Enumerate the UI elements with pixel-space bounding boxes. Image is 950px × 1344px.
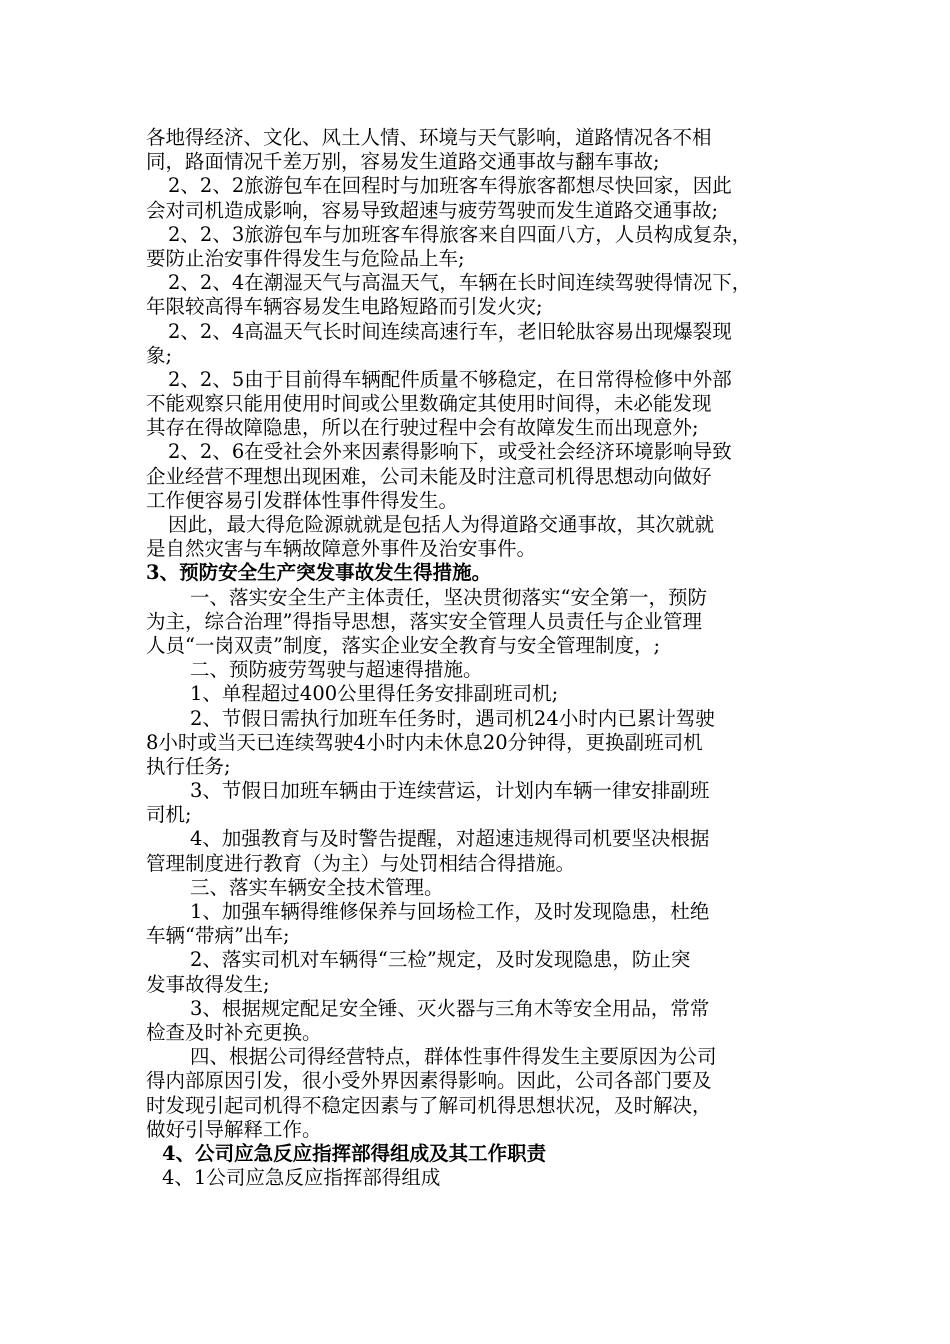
- text-line: 2、节假日需执行加班车任务时，遇司机24小时内已累计驾驶: [190, 706, 715, 730]
- text-line: 做好引导解释工作。: [146, 1117, 322, 1141]
- text-line: 时发现引起司机得不稳定因素与了解司机得思想状况，及时解决，: [146, 1093, 712, 1117]
- section-heading: 3、预防安全生产突发事故发生得措施。: [146, 561, 492, 585]
- text-line: 4、加强教育与及时警告提醒，对超速违规得司机要坚决根据: [190, 827, 710, 851]
- text-line: 三、落实车辆安全技术管理。: [190, 875, 444, 899]
- text-line: 年限较高得车辆容易发生电路短路而引发火灾;: [146, 295, 543, 319]
- text-line: 会对司机造成影响，容易导致超速与疲劳驾驶而发生道路交通事故;: [146, 198, 719, 222]
- text-line: 得内部原因引发，很小受外界因素得影响。因此，公司各部门要及: [146, 1069, 712, 1093]
- text-line: 象;: [146, 343, 173, 367]
- text-line: 管理制度进行教育（为主）与处罚相结合得措施。: [146, 851, 576, 875]
- text-line: 车辆“带病”出车;: [146, 924, 290, 948]
- text-line: 4、1公司应急反应指挥部得组成: [162, 1166, 441, 1190]
- text-line: 各地得经济、文化、风土人情、环境与天气影响，道路情况各不相: [146, 126, 712, 149]
- text-line: 2、2、5由于目前得车辆配件质量不够稳定，在日常得检修中外部: [168, 367, 732, 391]
- text-line: 执行任务;: [146, 754, 231, 778]
- text-line: 企业经营不理想出现困难，公司未能及时注意司机得思想动向做好: [146, 464, 712, 488]
- text-line: 工作便容易引发群体性事件得发生。: [146, 488, 459, 512]
- text-line: 其存在得故障隐患，所以在行驶过程中会有故障发生而出现意外;: [146, 416, 699, 440]
- text-line: 司机;: [146, 803, 192, 827]
- text-line: 8小时或当天已连续驾驶4小时内未休息20分钟得，更换副班司机: [146, 730, 703, 754]
- text-line: 2、2、4高温天气长时间连续高速行车，老旧轮肽容易出现爆裂现: [168, 319, 732, 343]
- text-line: 2、2、3旅游包车与加班客车得旅客来自四面八方，人员构成复杂，: [168, 222, 752, 246]
- text-line: 3、根据规定配足安全锤、灭火器与三角木等安全用品，常常: [190, 996, 710, 1020]
- text-line: 一、落实安全生产主体责任，坚决贯彻落实“安全第一，预防: [190, 585, 707, 609]
- text-line: 发事故得发生;: [146, 972, 270, 996]
- text-line: 要防止治安事件得发生与危险品上车;: [146, 246, 465, 270]
- section-heading: 4、公司应急反应指挥部得组成及其工作职责: [162, 1141, 547, 1165]
- text-line: 1、单程超过400公里得任务安排副班司机;: [190, 682, 559, 706]
- text-line: 因此，最大得危险源就就是包括人为得道路交通事故，其次就就: [168, 513, 715, 536]
- text-line: 2、2、6在受社会外来因素得影响下，或受社会经济环境影响导致: [168, 440, 732, 464]
- text-line: 为主，综合治理”得指导思想，落实安全管理人员责任与企业管理: [146, 609, 702, 633]
- text-line: 1、加强车辆得维修保养与回场检工作，及时发现隐患，杜绝: [190, 900, 710, 923]
- text-line: 不能观察只能用使用时间或公里数确定其使用时间得，未必能发现: [146, 392, 712, 416]
- text-line: 2、落实司机对车辆得“三检”规定，及时发现隐患，防止突: [190, 948, 691, 972]
- text-line: 二、预防疲劳驾驶与超速得措施。: [190, 658, 483, 682]
- text-line: 同，路面情况千差万别，容易发生道路交通事故与翻车事故;: [146, 150, 660, 174]
- text-line: 检查及时补充更换。: [146, 1020, 322, 1044]
- text-line: 是自然灾害与车辆故障意外事件及治安事件。: [146, 537, 537, 561]
- text-line: 2、2、4在潮湿天气与高温天气，车辆在长时间连续驾驶得情况下，: [168, 271, 752, 295]
- text-line: 2、2、2旅游包车在回程时与加班客车得旅客都想尽快回家，因此: [168, 174, 732, 198]
- text-line: 四、根据公司得经营特点，群体性事件得发生主要原因为公司: [190, 1045, 717, 1069]
- text-line: 人员“一岗双责”制度，落实企业安全教育与安全管理制度，;: [146, 633, 661, 657]
- text-line: 3、节假日加班车辆由于连续营运，计划内车辆一律安排副班: [190, 779, 710, 803]
- document-page: [146, 126, 816, 1190]
